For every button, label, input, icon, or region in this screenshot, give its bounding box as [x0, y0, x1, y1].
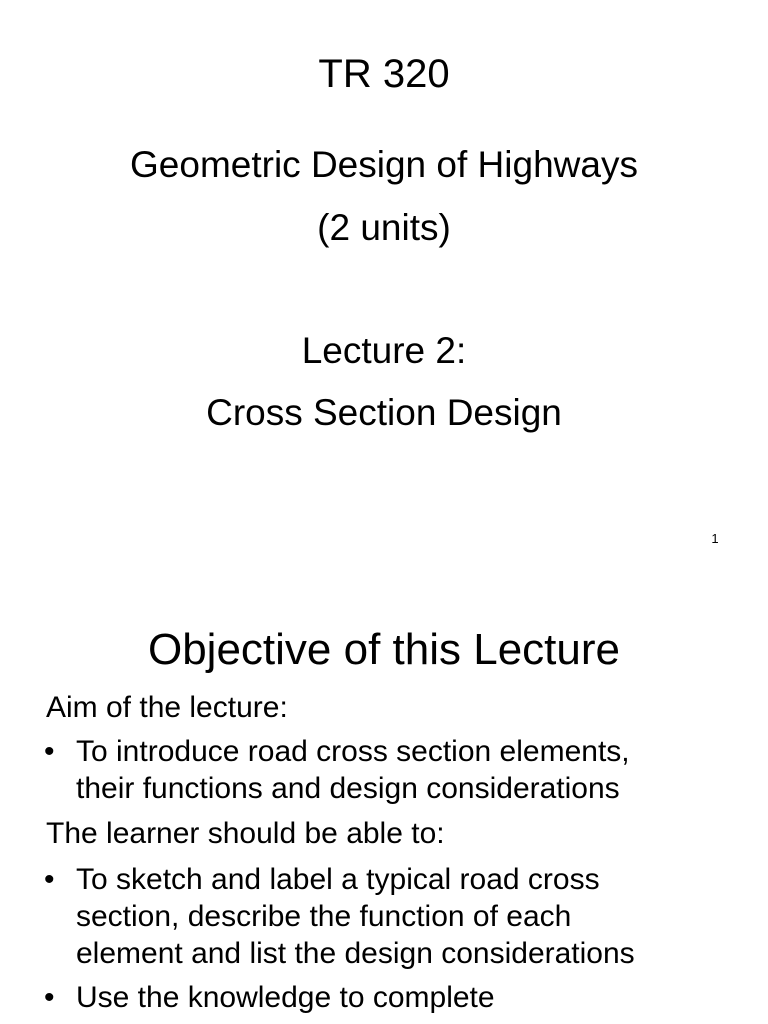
slide-title: Objective of this Lecture [147, 625, 620, 674]
aim-bullet-line: their functions and design considerations [76, 772, 620, 805]
course-units: (2 units) [317, 207, 451, 248]
course-title: Geometric Design of Highways [130, 144, 638, 185]
aim-bullet-line: To introduce road cross section elements, [76, 735, 630, 768]
learner-heading: The learner should be able to: [46, 817, 445, 850]
learner-bullet-line: element and list the design considerations [76, 937, 635, 970]
learner-bullet-line: section, describe the function of each [76, 900, 572, 933]
bullet-marker: • [44, 735, 55, 768]
page-number: 1 [711, 531, 719, 546]
learner-bullet-line: To sketch and label a typical road cross [76, 863, 600, 896]
bullet-marker: • [44, 863, 55, 896]
slide-2 [0, 568, 768, 1024]
lecture-topic: Cross Section Design [206, 392, 562, 433]
lecture-number: Lecture 2: [301, 330, 467, 371]
learner-bullet-line: Use the knowledge to complete [76, 981, 495, 1014]
aim-heading: Aim of the lecture: [46, 691, 288, 724]
course-code: TR 320 [318, 52, 450, 96]
bullet-marker: • [44, 981, 55, 1014]
